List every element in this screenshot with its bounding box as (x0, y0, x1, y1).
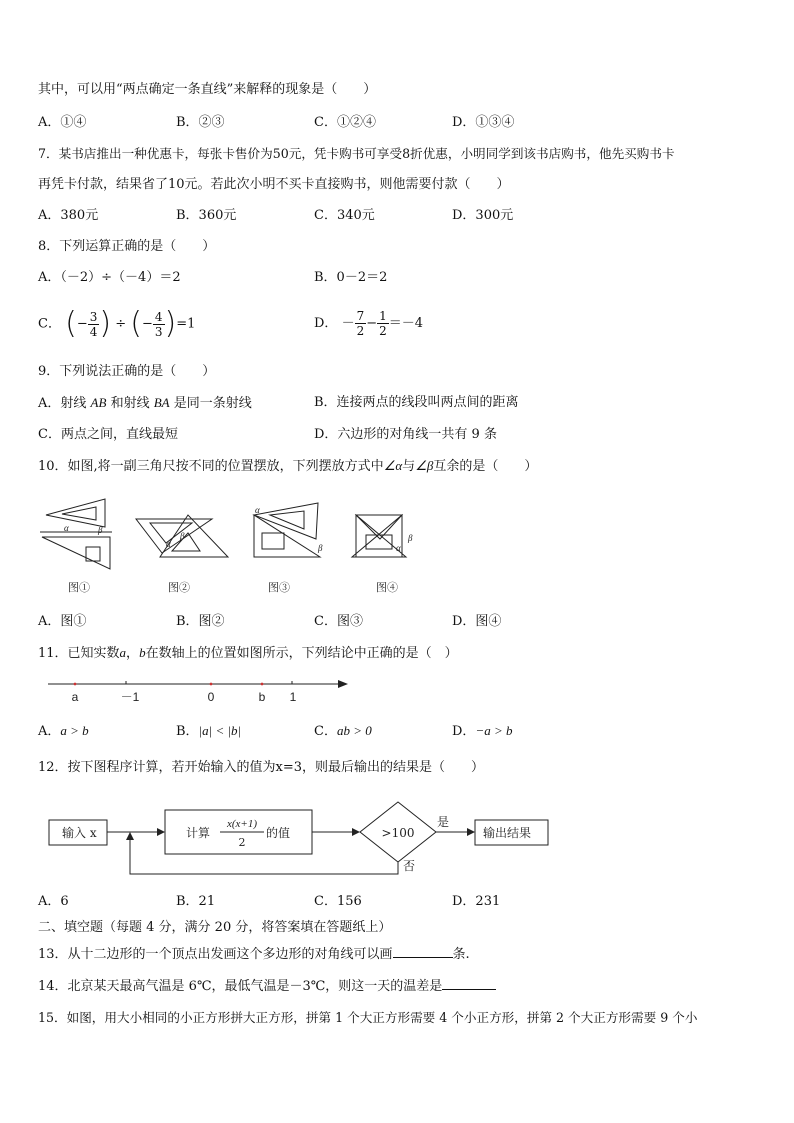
axis-label-neg1: －1 (120, 690, 140, 704)
paren-open: ( (130, 306, 142, 341)
var-b: b (139, 645, 146, 660)
arrow-head (467, 828, 475, 836)
fraction (355, 309, 367, 338)
decision-label: >100 (381, 826, 415, 840)
numerator: 4 (154, 309, 163, 324)
angle-beta: ∠β (415, 458, 434, 473)
input-label: 输入 x (62, 826, 97, 840)
q7-option-a: A．380元 (38, 208, 99, 223)
point-a (74, 683, 77, 686)
number-line (0, 670, 794, 710)
q10-figures (0, 495, 794, 605)
q8-option-d-label: D． (314, 316, 338, 331)
q15: 15．如图，用大小相同的小正方形拼大正方形，拼第 1 个大正方形需要 4 个小正方形，拼第 2 个大正方形需要 9 个小 (38, 1010, 698, 1025)
ray-ab: AB (90, 395, 107, 410)
axis-label-b: b (258, 690, 266, 704)
yes-label: 是 (437, 815, 450, 829)
numerator: 1 (379, 309, 387, 323)
text: 11．已知实数 (38, 646, 120, 661)
paren-close: ) (164, 306, 177, 341)
figure-label-1: 图① (68, 581, 90, 594)
paren-close: ) (99, 306, 112, 341)
figure-label-2: 图② (168, 581, 190, 594)
rhs: =1 (176, 316, 196, 332)
q7-line2: 再凭卡付款，结果省了10元。若此次小明不买卡直接购书，则他需要付款（ ） (38, 177, 510, 192)
calc-pre: 计算 (186, 826, 211, 840)
output-label: 输出结果 (483, 826, 532, 840)
q7-line1: 7．某书店推出一种优惠卡，每张卡售价为50元，凭卡购书可享受8折优惠，小明同学到该书店购书，他先买购书卡 (38, 146, 675, 161)
text: ， (126, 646, 140, 661)
q12-stem: 12．按下图程序计算，若开始输入的值为x=3，则最后输出的结果是（ ） (38, 760, 485, 775)
q7-option-c: C．340元 (314, 208, 375, 223)
denominator: 4 (89, 324, 98, 339)
fraction (377, 309, 389, 338)
answer-blank (393, 945, 453, 958)
arrow-head (352, 828, 360, 836)
paren-open: ( (65, 306, 77, 341)
denominator: 2 (379, 324, 387, 338)
expr: a > b (60, 723, 89, 738)
beta-mark: β (318, 543, 323, 553)
text: 与 (402, 459, 416, 474)
calc-numerator: x(x+1) (226, 818, 258, 830)
no-label: 否 (403, 859, 416, 873)
axis-arrow (338, 680, 348, 688)
q8-option-c-label: C． (38, 316, 61, 332)
text: 10．如图,将一副三角尺按不同的位置摆放，下列摆放方式中 (38, 459, 384, 474)
q8-option-c (38, 303, 195, 345)
expr: −a > b (475, 723, 513, 738)
text: 互余的是（ ） (433, 459, 538, 474)
label: C． (314, 724, 337, 739)
axis-label-1: 1 (289, 690, 297, 704)
q8-option-b: B．0－2＝2 (314, 270, 388, 285)
text: 13．从十二边形的一个顶点出发画这个多边形的对角线可以画 (38, 947, 393, 962)
q7-option-b: B．360元 (176, 208, 237, 223)
q6-option-d: D．①③④ (452, 115, 515, 130)
q10-option-a: A．图① (38, 614, 87, 629)
q6-option-a: A．①④ (38, 115, 87, 130)
q10-option-c: C．图③ (314, 614, 363, 629)
q11-option-a (38, 722, 89, 741)
text: 条. (452, 947, 470, 962)
q11-stem (38, 644, 458, 663)
fraction (88, 310, 100, 339)
q8-stem: 8．下列运算正确的是（ ） (38, 239, 216, 254)
q7-option-d: D．300元 (452, 208, 514, 223)
angle-alpha: ∠α (383, 458, 403, 473)
q6-option-b: B．②③ (176, 115, 225, 130)
minus-sign: − (141, 316, 153, 332)
q6-option-c: C．①②④ (314, 115, 376, 130)
q9-option-d: D．六边形的对角线一共有 9 条 (314, 427, 497, 442)
rhs: ＝－4 (388, 316, 424, 331)
alpha-mark: α (166, 539, 171, 549)
minus-sign: − (76, 316, 88, 332)
text: A．射线 (38, 396, 87, 411)
q9-stem: 9．下列说法正确的是（ ） (38, 364, 216, 379)
q9-option-b: B．连接两点的线段叫两点间的距离 (314, 395, 519, 410)
axis-label-a: a (71, 690, 79, 704)
label: A． (38, 724, 61, 739)
answer-blank (442, 977, 496, 990)
fraction (153, 310, 165, 339)
minus-sign: － (341, 316, 355, 331)
text: 和射线 (110, 396, 150, 411)
figure-label-4: 图④ (376, 581, 398, 594)
label: B． (176, 724, 199, 739)
q9-option-a (38, 394, 252, 413)
q8-option-d (314, 303, 423, 345)
triangle-inner (270, 511, 304, 529)
figure-label-3: 图③ (268, 581, 290, 594)
q11-option-c (314, 722, 372, 741)
q11-option-d (452, 722, 512, 741)
calc-post: 的值 (266, 826, 291, 840)
text: 14．北京某天最高气温是 6℃，最低气温是－3℃，则这一天的温差是 (38, 979, 443, 994)
q12-option-d: D．231 (452, 894, 501, 909)
flowchart (0, 788, 794, 888)
label: D． (452, 724, 476, 739)
axis-label-0: 0 (207, 690, 215, 704)
ray-ba: BA (153, 395, 170, 410)
q14 (38, 977, 496, 996)
section-heading: 二、填空题（每题 4 分，满分 20 分，将答案填在答题纸上） (38, 920, 392, 935)
q12-option-c: C．156 (314, 894, 362, 909)
q11-option-b (176, 722, 241, 741)
point-zero (210, 683, 213, 686)
numerator: 7 (356, 309, 365, 323)
q12-option-a: A．6 (38, 894, 69, 909)
q12-option-b: B．21 (176, 894, 216, 909)
var-a: a (119, 645, 127, 660)
point-b (261, 683, 264, 686)
text: 是同一条射线 (173, 396, 252, 411)
numerator: 3 (89, 309, 98, 324)
expr: |a| < |b| (198, 723, 242, 738)
alpha-mark: α (396, 543, 401, 553)
arrow-head (157, 828, 165, 836)
expr: ab > 0 (336, 723, 372, 738)
q13 (38, 945, 470, 964)
minus-sign: − (366, 316, 378, 331)
triangle-inner-2 (262, 533, 284, 549)
q8-option-a: A．（－2）÷（－4）＝2 (38, 270, 181, 285)
q10-option-d: D．图④ (452, 614, 502, 629)
beta-mark: β (98, 525, 103, 535)
q10-option-b: B．图② (176, 614, 225, 629)
beta-mark: β (408, 533, 413, 543)
denominator: 2 (356, 324, 365, 338)
figure-3 (254, 503, 320, 557)
arrow-head (126, 832, 134, 840)
intro-line: 其中，可以用“两点确定一条直线”来解释的现象是（ ） (38, 82, 377, 97)
beta-mark: β (180, 531, 185, 541)
text: 在数轴上的位置如图所示，下列结论中正确的是（ ） (145, 646, 458, 661)
alpha-mark: α (64, 523, 69, 533)
alpha-mark: α (255, 505, 260, 515)
q9-option-c: C．两点之间，直线最短 (38, 427, 178, 442)
calc-denominator: 2 (238, 836, 246, 849)
triangle-ruler-2 (254, 515, 320, 557)
q10-stem (38, 457, 537, 476)
denominator: 3 (154, 324, 163, 339)
operator: ÷ (115, 316, 127, 332)
